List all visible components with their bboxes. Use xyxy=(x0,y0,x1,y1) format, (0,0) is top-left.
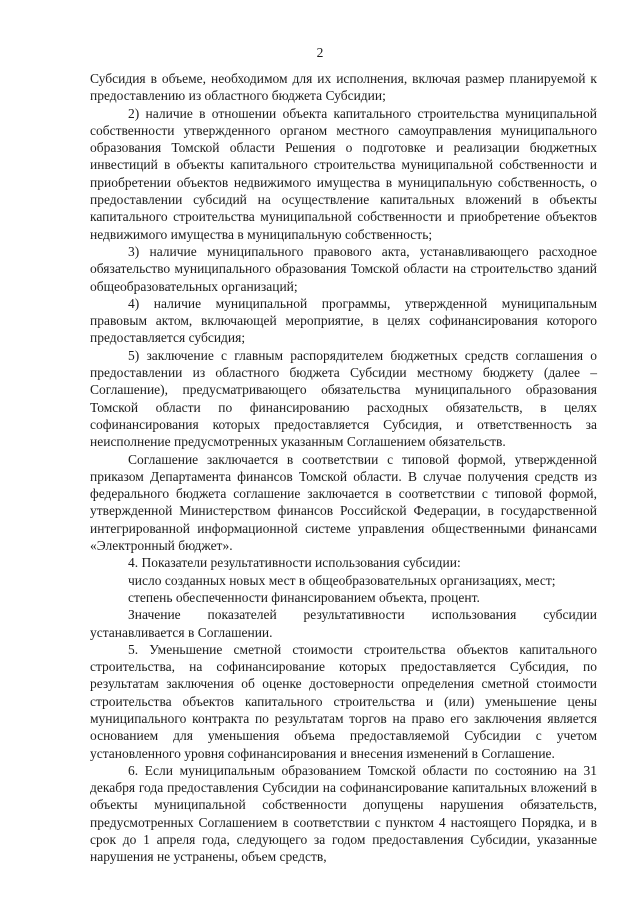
paragraph: Значение показателей результативности использования субсидии устанавливается в Соглашении. xyxy=(90,607,597,640)
paragraph: Соглашение заключается в соответствии с типовой формой, утвержденной приказом Департамента финансов Томской области. В случае получения средств из федерального бюджета соглашение заключается в соответствии с типовой формой, утвержденной Министерством финансов Российской Федерации, в государственной интегрированной информационной системе управления общественными финансами «Электронный бюджет». xyxy=(90,451,597,554)
paragraph: Субсидия в объеме, необходимом для их исполнения, включая размер планируемой к предоставлению из областного бюджета Субсидии; xyxy=(90,71,597,104)
paragraph: 2) наличие в отношении объекта капитального строительства муниципальной собственности утвержденного органом местного самоуправления муниципального образования Томской области Решения о подготовке и реализации бюджетных инвестиций в объекты капитального строительства муниципальной собственности и приобретении объектов недвижимого имущества в муниципальную собственность, о предоставлении субсидий на осуществление капитальных вложений в объекты капитального строительства муниципальной собственности и приобретение объектов недвижимого имущества в муниципальную собственность; xyxy=(90,105,597,242)
paragraph: 3) наличие муниципального правового акта, устанавливающего расходное обязательство муниципального образования Томской области на строительство зданий общеобразовательных организаций; xyxy=(90,243,597,294)
paragraph: число созданных новых мест в общеобразовательных организациях, мест; xyxy=(128,572,556,588)
paragraph: степень обеспеченности финансированием объекта, процент. xyxy=(128,589,480,605)
paragraph: 4. Показатели результативности использования субсидии: xyxy=(128,555,461,571)
paragraph: 6. Если муниципальным образованием Томской области по состоянию на 31 декабря года предоставления Субсидии на софинансирование капитальных вложений в объекты муниципальной собственности допущены нарушения обязательств, предусмотренных Соглашением в соответствии с пунктом 4 настоящего Порядка, и в срок до 1 апреля года, следующего за годом предоставления Субсидии, указанные нарушения не устранены, объем средств, xyxy=(90,762,597,865)
paragraph: 5. Уменьшение сметной стоимости строительства объектов капитального строительства, на софинансирование которых предоставляется Субсидия, по результатам заключения об оценке достоверности определения сметной стоимости строительства объектов капитального строительства и (или) уменьшение цены муниципального контракта по результатам торгов на право его заключения является основанием для уменьшения объема предоставляемой Субсидии с учетом установленного уровня софинансирования и внесения изменений в Соглашение. xyxy=(90,641,597,761)
page-number: 2 xyxy=(316,45,324,60)
paragraph: 5) заключение с главным распорядителем бюджетных средств соглашения о предоставлении из областного бюджета Субсидии местному бюджету (далее – Соглашение), предусматривающего обязательства муниципального образования Томской области по финансированию расходных обязательств, в целях софинансирования которых предоставляется Субсидия, и ответственность за неисполнение предусмотренных указанным Соглашением обязательств. xyxy=(90,347,597,450)
document-body xyxy=(90,70,597,866)
paragraph: 4) наличие муниципальной программы, утвержденной муниципальным правовым актом, включающей мероприятие, в целях софинансирования которого предоставляется субсидия; xyxy=(90,295,597,346)
